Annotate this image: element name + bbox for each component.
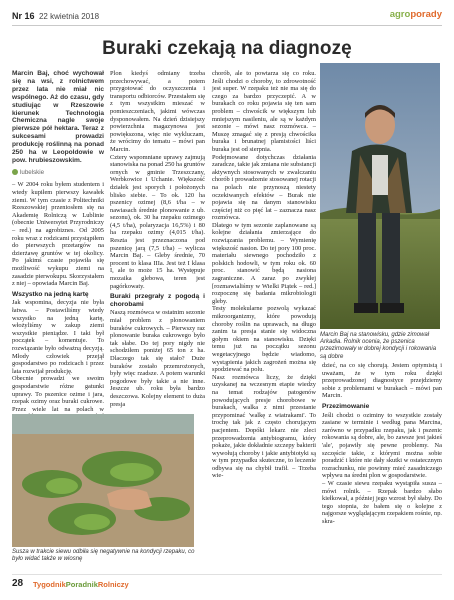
paragraph: Jak wspomina, decyzja nie była łatwa. – Postawiliśmy wtedy wszystko na jedną kartę, włożyliśmy w zakup ziemi wszystkie pieniądze. I taki był początek – komentuje. To rozwiązanie było odważną decyzją. Młody człowiek przejął gospodarstwo po rodzicach i przez lata rozwijał produkcję.: [12, 299, 104, 375]
paragraph: Obecnie prowadzi we swoim gospodarstwie różne gatunki uprawy. To pszenice ozime i jara, rzepak ozimy oraz buraki cukrowe. Przez wiele lat na polach w: [12, 375, 104, 413]
paragraph: Jeśli chodzi o oziminy to wszystkie zostały zasiane w terminie i według pana Marcina, zarówno w przypadku rzepaku, jak i pszenic rokowania są dobre, ale, bo zawsze jest jakieś 'ale', pojawiły się pewne problemy. Na szczęście takie, z którymi można sobie poradzić i które nie dały skutki w ostatecznym rozrachunku, nie powinny mieć zasadniczego wpływu na średni plon w gospodarstwie.: [322, 411, 442, 480]
farmer-photo-image: [320, 63, 440, 329]
subhead-2: Buraki przegrały z pogodą i chorobami: [110, 293, 205, 308]
author-credit: [12, 169, 104, 177]
farmer-photo: [320, 63, 440, 329]
column-3: [212, 70, 316, 564]
brand-part-3: Rolniczy: [97, 580, 129, 589]
subhead-3: Przezimowanie: [322, 402, 370, 410]
section-label-part2: porady: [410, 9, 442, 20]
footer-divider: [12, 574, 442, 575]
paragraph: Cztery wspomniane uprawy zajmują stanowiska na ponad 250 ha gruntów ornych w gminie Trzeszczany, Werbkowice i Uchanie. Większość działek jest sporych i położonych blisko siebie. – To ok. 120 ha pszenicy ozimej (8,6 t/ha – w nawiasach średnie plonowanie z ub. sezonu), ok. 30 ha rzepaku ozimego (4,5 t/ha), polaryzacja 16,5%) i 80 ha rzepaku ozimy (4,015 t/ha). Reszta jest przeznaczona pod pszenicę jarą (7,5 t/ha) – wylicza Marcin Baj. – Gleby średnie, 70 procent to klasa IIIa. Jest też I klasa I, ale to może 15 ha. Występuje mozaika glebowa, teren jest pagórkowaty.: [110, 153, 205, 290]
column-2: [110, 70, 205, 410]
paragraph: dzieć, na co się chorują. Jestem optymistą i uważam, że w tym roku dzięki przeprowadzonej diagnostyce przejdziemy sobie z problemami w burakach – mówi pan Marcin.: [322, 362, 442, 400]
paragraph: – W 2004 roku byłem studentem i wtedy kupiłem pierwszy kawałek ziemi. W tym czasie z Politechniki Rzeszowskiej przeniosłem się na Akademię Rolniczą w Lublinie (obecnie Uniwersytet Przyrodniczy – red.) na agrobiznes. Od 2005 roku wraz z rodzicami przystąpiłem do pierwszych przetargów na dzierżawę gruntów w tej okolicy. Po jakimś czasie pojawiła się możliwość wykupu ziemi na zasadzie pierwokupu. Skorzystałem z niej – opowiada Marcin Baj.: [12, 181, 104, 288]
issue-date: 22 kwietnia 2018: [38, 12, 100, 21]
field-photo-image: [12, 414, 194, 547]
author-region: lubelskie: [20, 168, 45, 176]
publication-brand: [33, 580, 129, 589]
paragraph: Testy molekularne pozwolą wykazać mikroorganizmy, które powodują choroby roślin na uprawach, na długo zanim ta presja stanie się widoczna gołym okiem na stanowisku. Dzięki temu już na początku sezonu wegetacyjnego będzie wiadomo, wystąpienia jakich zagrożeń można się spodziewać na polu.: [212, 305, 316, 374]
paragraph: Naszą rozmówca w ostatnim sezonie miał problem z plonowaniem buraków cukrowych. – Pierwszy raz plonowanie buraka cukrowego było tak słabe. Do tej pory nigdy nie schodziłem poniżej 65 ton z ha. Dlaczego tak się stało? Duże buraków zostało przemrożonych, były więc rzadsze. A potem warunki pogodowe były takie a nie inne. Jeszcze ub. roku była bardzo deszczowa. Kolejny element to duża presja: [110, 309, 205, 408]
brand-part-2: Poradnik: [65, 580, 98, 589]
paragraph: Plon kiedyś odmiany trzeba przechowywać, a potem przygotować do oczyszczenia i transportu odbiorców. Przestałem się z tym wszystkim mieszać w pomieszczeniach, jakimi wówczas dysponowałem. Na dzień dzisiejszy powierzchnia magazynowa jest powiększona, więc nie wykluczam, że wrócimy do tematu – mówi pan Marcin.: [110, 70, 205, 153]
subhead-1: Wszystko na jedną kartę: [12, 290, 89, 298]
farmer-photo-caption: Marcin Baj na stanowisku, gdzie zimował Arkadia. Rolnik ocenia, że pszenica przezimowały w dobrej kondycji i rokowania są dobre: [320, 332, 437, 360]
page-number: 28: [12, 578, 24, 589]
section-label-part1: agro: [389, 9, 411, 20]
issue-header: [12, 11, 99, 21]
paragraph: – W czasie siewu rzepaku wystąpiła susza – mówi rolnik. – Rzepak bardzo słabo kiełkował, a później jego wzrost był słaby. Do tego stopnia, że bałem się o kolejne z najgorsze wyglądającym rzepakiem rośnie, np. skra-: [322, 479, 442, 525]
section-label: [390, 9, 442, 20]
paragraph: Nasz rozmówca liczy, że dzięki uzyskanej na wczesnym etapie wiedzy na temat rodzajów patogenów powodujących presje chorobowe w burakach, walka z nimi przestanie przypominać 'walkę z wiatrakami'. To trochę tak jak z często chorującym pacjentem. Dopóki lekarz nie zleci przeprowadzenia antybiogramu, który pokaże, jakie dokładnie szczepy bakterii wywołują choroby i jakie antybiotyki są w tym przypadku skuteczne, to leczenie odbywa się na chybił trafił. – Trzeba wie-: [212, 373, 316, 480]
region-icon: [12, 169, 18, 175]
article-title: Buraki czekają na diagnozę: [102, 38, 352, 59]
column-4: [322, 362, 442, 566]
field-photo: [12, 414, 194, 547]
paragraph: Dlatego w tym sezonie zaplanowane są kolejne działania zmierzające do rozwiązania problemu. – Wymienię większość nasion. Do tej pory 100 proc. materiału siewnego pochodziło z polskich hodowli, w tym roku ok. 60 proc. stanowić będą nasiona zagraniczne. A zaraz po zwykłej [rozmawialiśmy w Wielki Piątek – red.] rozpocznę się badania mikrobiologii gleby.: [212, 221, 316, 305]
paragraph: Podejmowane dotychczas działania zaradcze, takie jak zmiana nie substancji aktywnych stosowanych w zwalczaniu chorób i prowadzenie stosowanej rotacji na polach nie przynoszą niestety oczekiwanych efektów – Burak nie pojawia się na danym stanowisku częściej niż co pięć lat – zaznacza nasz rozmówca.: [212, 153, 316, 222]
header-divider: [12, 25, 442, 26]
article-lead: Marcin Baj, choć wychował się na wsi, z rolnictwem przez lata nie miał nic wspólnego. Aż do czasu, gdy studiując w Rzeszowie kierunek Technologia Chemiczna nagle swoje pierwsze pół hektara. Teraz z sukcesami prowadzi produkcję roślinną na ponad 250 ha w Leopoldowie w pow. hrubieszowskim.: [12, 70, 104, 164]
field-photo-caption: Susza w trakcie siewu odbiła się negatywnie na kondycji rzepaku, co było widać także w wiosnę: [12, 549, 195, 563]
column-1: [12, 70, 104, 413]
brand-part-1: Tygodnik: [33, 580, 66, 589]
paragraph: chorób, ale to powtarza się co roku. Jeśli chodzi o choroby, to zdrowotność jest super. W rzepaku też nie ma się do czego za bardzo przyczepić. A w burakach co roku pojawia się ten sam problem – chwościk w większym lub mniejszym nasileniu, ale są w każdym sezonie – mówi nasz rozmówca. – Muszę zmagać się z presją chwościka buraka i brunatnej plamistości liści buraka jest od sierpnia.: [212, 70, 316, 153]
issue-number: Nr 16: [12, 11, 35, 21]
